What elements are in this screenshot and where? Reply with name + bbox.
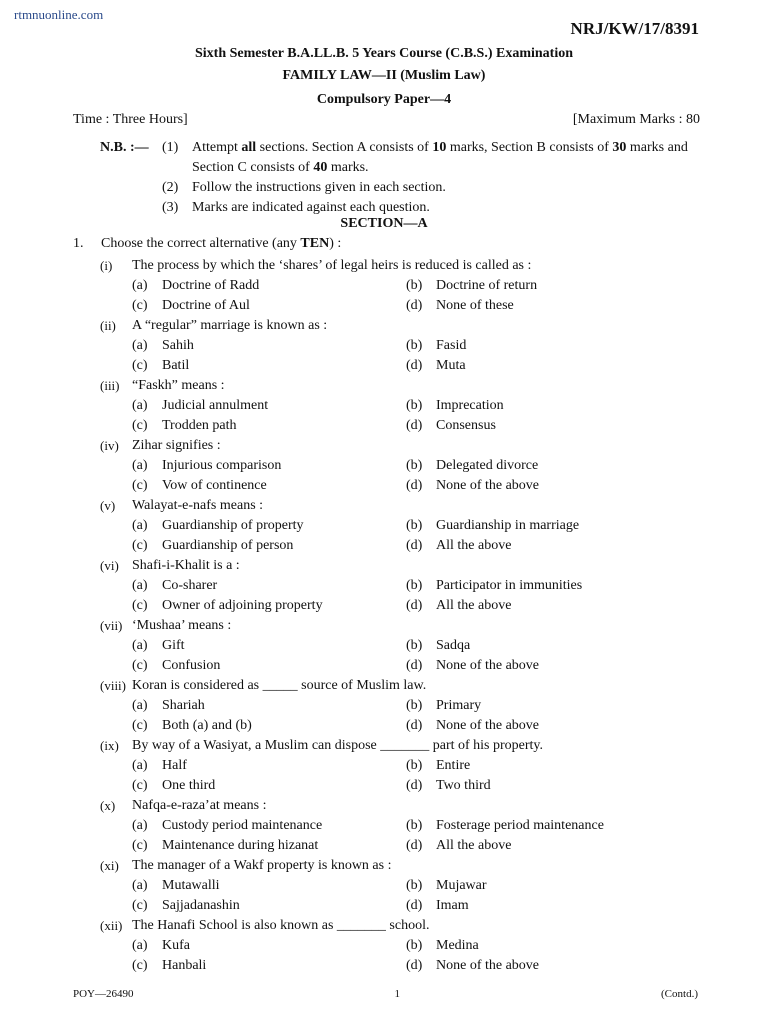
option-text: Batil bbox=[162, 358, 190, 373]
option-label: (d) bbox=[406, 478, 423, 493]
option-text: Injurious comparison bbox=[162, 458, 282, 473]
instruction-row bbox=[100, 138, 702, 178]
option-label: (a) bbox=[132, 278, 148, 293]
question-1: 1. Choose the correct alternative (any TEN) : bbox=[73, 236, 342, 251]
instruction-text: Attempt all sections. Section A consists of 10 marks, Section B consists of 30 marks and Section C consists of 40 marks. bbox=[192, 140, 688, 175]
option-text: Sahih bbox=[162, 338, 194, 353]
option-label: (c) bbox=[132, 478, 148, 493]
option-text: None of the above bbox=[436, 958, 540, 973]
option bbox=[406, 896, 680, 916]
option-row bbox=[100, 696, 680, 716]
option-label: (a) bbox=[132, 338, 148, 353]
option bbox=[406, 356, 680, 376]
option-row bbox=[100, 596, 680, 616]
question-number: 1. bbox=[73, 236, 84, 251]
option-label: (c) bbox=[132, 418, 148, 433]
option bbox=[406, 636, 680, 656]
instruction-row bbox=[100, 198, 702, 218]
option-label: (d) bbox=[406, 898, 423, 913]
option bbox=[132, 756, 406, 776]
option bbox=[132, 356, 406, 376]
option bbox=[406, 656, 680, 676]
option-text: Fosterage period maintenance bbox=[436, 818, 604, 833]
option-text: Vow of continence bbox=[162, 478, 267, 493]
option-text: Gift bbox=[162, 638, 185, 653]
option-label: (b) bbox=[406, 638, 423, 653]
sub-question-text: A “regular” marriage is known as : bbox=[132, 318, 328, 333]
option-row bbox=[100, 816, 680, 836]
time-label: Time : Three Hours] bbox=[73, 112, 188, 127]
option bbox=[132, 716, 406, 736]
sub-question-number: (iv) bbox=[100, 438, 119, 453]
option bbox=[132, 296, 406, 316]
option bbox=[406, 816, 680, 836]
option-text: Participator in immunities bbox=[436, 578, 583, 593]
paper-code: NRJ/KW/17/8391 bbox=[570, 19, 699, 38]
option-label: (b) bbox=[406, 458, 423, 473]
option-label: (b) bbox=[406, 518, 423, 533]
option bbox=[132, 696, 406, 716]
sub-question-text: Shafi-i-Khalit is a : bbox=[132, 558, 240, 573]
option-text: Two third bbox=[436, 778, 491, 793]
option bbox=[406, 936, 680, 956]
continued-label: (Contd.) bbox=[661, 988, 698, 1000]
option bbox=[132, 576, 406, 596]
subject-title: FAMILY LAW—II (Muslim Law) bbox=[282, 68, 486, 83]
option-text: Imam bbox=[436, 898, 469, 913]
option bbox=[132, 336, 406, 356]
option-row bbox=[100, 576, 680, 596]
option bbox=[406, 576, 680, 596]
option-text: Sadqa bbox=[436, 638, 471, 653]
option-label: (b) bbox=[406, 278, 423, 293]
option-row bbox=[100, 296, 680, 316]
instruction-number: (1) bbox=[162, 140, 179, 155]
sub-question-text: “Faskh” means : bbox=[132, 378, 225, 393]
option-label: (d) bbox=[406, 358, 423, 373]
option-label: (b) bbox=[406, 338, 423, 353]
option-row bbox=[100, 716, 680, 736]
option-label: (d) bbox=[406, 298, 423, 313]
option-text: All the above bbox=[436, 538, 512, 553]
option-label: (a) bbox=[132, 578, 148, 593]
option bbox=[132, 456, 406, 476]
option-label: (a) bbox=[132, 518, 148, 533]
option-label: (b) bbox=[406, 398, 423, 413]
option-text: Guardianship of property bbox=[162, 518, 304, 533]
sub-question bbox=[100, 496, 680, 516]
option-row bbox=[100, 956, 680, 976]
sub-question-number: (i) bbox=[100, 258, 113, 273]
option-label: (d) bbox=[406, 538, 423, 553]
option bbox=[406, 536, 680, 556]
option-row bbox=[100, 516, 680, 536]
option-label: (a) bbox=[132, 638, 148, 653]
page-footer bbox=[73, 988, 698, 1000]
instruction-text: Marks are indicated against each question. bbox=[192, 200, 430, 215]
sub-question-number: (iii) bbox=[100, 378, 120, 393]
instruction-number: (2) bbox=[162, 180, 179, 195]
option-label: (b) bbox=[406, 698, 423, 713]
option-label: (a) bbox=[132, 878, 148, 893]
nb-label: N.B. :— bbox=[100, 140, 149, 155]
option-text: Sajjadanashin bbox=[162, 898, 240, 913]
option-text: None of the above bbox=[436, 658, 540, 673]
option-text: Judicial annulment bbox=[162, 398, 269, 413]
option-text: Doctrine of Aul bbox=[162, 298, 250, 313]
option-text: Mujawar bbox=[436, 878, 487, 893]
option-text: Medina bbox=[436, 938, 479, 953]
sub-question bbox=[100, 856, 680, 876]
section-heading: SECTION—A bbox=[340, 216, 428, 231]
option-label: (a) bbox=[132, 398, 148, 413]
option-label: (c) bbox=[132, 718, 148, 733]
option bbox=[406, 716, 680, 736]
sub-question bbox=[100, 556, 680, 576]
sub-question bbox=[100, 436, 680, 456]
sub-question-text: The process by which the ‘shares’ of legal heirs is reduced is called as : bbox=[132, 258, 532, 273]
option bbox=[132, 596, 406, 616]
option-row bbox=[100, 456, 680, 476]
option-row bbox=[100, 756, 680, 776]
option-text: Custody period maintenance bbox=[162, 818, 323, 833]
option bbox=[406, 336, 680, 356]
sub-question bbox=[100, 316, 680, 336]
option bbox=[132, 656, 406, 676]
option bbox=[132, 396, 406, 416]
option-text: Doctrine of Radd bbox=[162, 278, 260, 293]
option-label: (b) bbox=[406, 578, 423, 593]
paper-title: Compulsory Paper—4 bbox=[316, 92, 452, 107]
option-text: One third bbox=[162, 778, 216, 793]
option-text: Confusion bbox=[162, 658, 221, 673]
sub-question-number: (ii) bbox=[100, 318, 116, 333]
option bbox=[406, 516, 680, 536]
option bbox=[132, 876, 406, 896]
option bbox=[132, 636, 406, 656]
option-label: (b) bbox=[406, 878, 423, 893]
footer-code: POY—26490 bbox=[73, 988, 134, 1000]
option-text: All the above bbox=[436, 838, 512, 853]
site-watermark: rtmnuonline.com bbox=[14, 7, 104, 22]
option-row bbox=[100, 396, 680, 416]
option-label: (b) bbox=[406, 818, 423, 833]
option bbox=[406, 296, 680, 316]
option-row bbox=[100, 636, 680, 656]
option-text: Fasid bbox=[436, 338, 467, 353]
instruction-number: (3) bbox=[162, 200, 179, 215]
option-row bbox=[100, 876, 680, 896]
sub-question-text: The Hanafi School is also known as _______ school. bbox=[132, 918, 430, 933]
option-row bbox=[100, 536, 680, 556]
option-label: (b) bbox=[406, 938, 423, 953]
option bbox=[406, 836, 680, 856]
option-row bbox=[100, 936, 680, 956]
option-row bbox=[100, 416, 680, 436]
option bbox=[132, 956, 406, 976]
option-text: Doctrine of return bbox=[436, 278, 538, 293]
option bbox=[132, 416, 406, 436]
option bbox=[132, 536, 406, 556]
option bbox=[132, 516, 406, 536]
sub-question-number: (xi) bbox=[100, 858, 119, 873]
option-text: Consensus bbox=[436, 418, 496, 433]
sub-question-text: By way of a Wasiyat, a Muslim can dispose _______ part of his property. bbox=[132, 738, 544, 753]
option bbox=[132, 816, 406, 836]
option-row bbox=[100, 776, 680, 796]
option-text: Mutawalli bbox=[162, 878, 220, 893]
option-row bbox=[100, 336, 680, 356]
sub-question-number: (vii) bbox=[100, 618, 123, 633]
option bbox=[132, 276, 406, 296]
sub-question-text: Koran is considered as _____ source of Muslim law. bbox=[132, 678, 427, 693]
option bbox=[406, 596, 680, 616]
option-row bbox=[100, 276, 680, 296]
option-label: (d) bbox=[406, 838, 423, 853]
option-label: (d) bbox=[406, 778, 423, 793]
option-label: (a) bbox=[132, 458, 148, 473]
option-label: (d) bbox=[406, 958, 423, 973]
option-row bbox=[100, 476, 680, 496]
sub-question-text: ‘Mushaa’ means : bbox=[132, 618, 232, 633]
time-marks-line bbox=[73, 112, 700, 128]
option-label: (a) bbox=[132, 938, 148, 953]
sub-question-number: (x) bbox=[100, 798, 116, 813]
option-label: (c) bbox=[132, 958, 148, 973]
option bbox=[406, 876, 680, 896]
option-label: (a) bbox=[132, 758, 148, 773]
instruction-row bbox=[100, 178, 702, 198]
option bbox=[406, 276, 680, 296]
page-number: 1 bbox=[394, 988, 401, 1000]
max-marks-label: [Maximum Marks : 80 bbox=[572, 112, 700, 127]
option-text: Primary bbox=[436, 698, 482, 713]
option-label: (c) bbox=[132, 898, 148, 913]
option-row bbox=[100, 836, 680, 856]
option-label: (a) bbox=[132, 698, 148, 713]
sub-question-number: (viii) bbox=[100, 678, 126, 693]
option-label: (d) bbox=[406, 418, 423, 433]
option-text: Shariah bbox=[162, 698, 205, 713]
option-text: Hanbali bbox=[162, 958, 207, 973]
instructions bbox=[100, 138, 702, 218]
option-label: (b) bbox=[406, 758, 423, 773]
option-text: None of these bbox=[436, 298, 514, 313]
option bbox=[406, 396, 680, 416]
option-label: (c) bbox=[132, 838, 148, 853]
sub-question-number: (ix) bbox=[100, 738, 119, 753]
sub-question-text: Zihar signifies : bbox=[132, 438, 221, 453]
option-text: Delegated divorce bbox=[436, 458, 539, 473]
option-label: (c) bbox=[132, 298, 148, 313]
option bbox=[406, 696, 680, 716]
sub-question bbox=[100, 676, 680, 696]
option-label: (d) bbox=[406, 598, 423, 613]
option bbox=[132, 476, 406, 496]
option-text: Both (a) and (b) bbox=[162, 718, 252, 733]
option-label: (a) bbox=[132, 818, 148, 833]
option-text: None of the above bbox=[436, 478, 540, 493]
question-list bbox=[100, 256, 680, 976]
option-text: Entire bbox=[436, 758, 471, 773]
option-text: Imprecation bbox=[436, 398, 504, 413]
sub-question bbox=[100, 256, 680, 276]
option-text: Owner of adjoining property bbox=[162, 598, 323, 613]
option bbox=[406, 456, 680, 476]
option bbox=[406, 756, 680, 776]
option-text: None of the above bbox=[436, 718, 540, 733]
option-text: Guardianship in marriage bbox=[436, 518, 580, 533]
sub-question-text: Walayat-e-nafs means : bbox=[132, 498, 264, 513]
sub-question bbox=[100, 616, 680, 636]
option-text: Half bbox=[162, 758, 187, 773]
sub-question-number: (v) bbox=[100, 498, 116, 513]
sub-question bbox=[100, 796, 680, 816]
option bbox=[132, 836, 406, 856]
option-text: Maintenance during hizanat bbox=[162, 838, 319, 853]
option-row bbox=[100, 896, 680, 916]
option bbox=[132, 776, 406, 796]
option bbox=[406, 416, 680, 436]
option bbox=[132, 896, 406, 916]
option bbox=[406, 956, 680, 976]
option-text: All the above bbox=[436, 598, 512, 613]
option-label: (c) bbox=[132, 598, 148, 613]
sub-question-number: (vi) bbox=[100, 558, 119, 573]
option-label: (c) bbox=[132, 778, 148, 793]
option-label: (c) bbox=[132, 358, 148, 373]
sub-question bbox=[100, 916, 680, 936]
option-text: Muta bbox=[436, 358, 466, 373]
sub-question-text: Nafqa-e-raza’at means : bbox=[132, 798, 267, 813]
option bbox=[406, 776, 680, 796]
option-text: Kufa bbox=[162, 938, 190, 953]
sub-question bbox=[100, 736, 680, 756]
sub-question-text: The manager of a Wakf property is known as : bbox=[132, 858, 392, 873]
option-label: (c) bbox=[132, 658, 148, 673]
sub-question bbox=[100, 376, 680, 396]
option-text: Co-sharer bbox=[162, 578, 218, 593]
option-text: Trodden path bbox=[162, 418, 237, 433]
option-row bbox=[100, 356, 680, 376]
sub-question-number: (xii) bbox=[100, 918, 123, 933]
option-label: (c) bbox=[132, 538, 148, 553]
option-label: (d) bbox=[406, 658, 423, 673]
instruction-text: Follow the instructions given in each section. bbox=[192, 180, 446, 195]
option-row bbox=[100, 656, 680, 676]
option-label: (d) bbox=[406, 718, 423, 733]
option bbox=[132, 936, 406, 956]
exam-title: Sixth Semester B.A.LL.B. 5 Years Course (C.B.S.) Examination bbox=[194, 46, 573, 61]
option-text: Guardianship of person bbox=[162, 538, 294, 553]
option bbox=[406, 476, 680, 496]
